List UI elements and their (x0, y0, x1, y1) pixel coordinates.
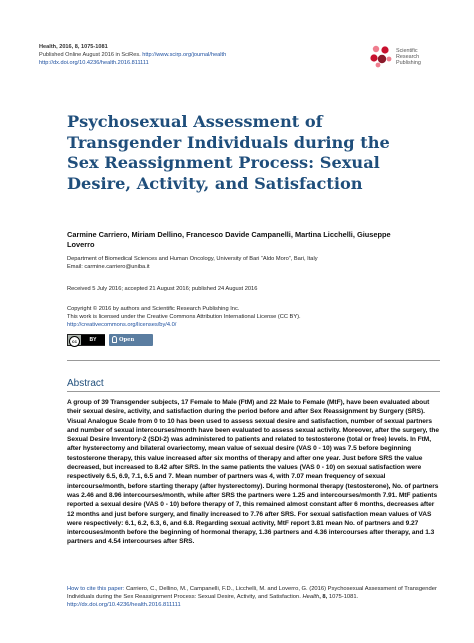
cc-by-badge[interactable] (67, 334, 105, 346)
affiliation-block (67, 255, 427, 271)
journal-header (39, 43, 369, 67)
creative-commons-icon: cc (69, 336, 80, 347)
abstract-heading: Abstract (67, 378, 104, 389)
abstract-text: A group of 39 Transgender subjects, 17 Female to Male (FtM) and 22 Male to Female (MtF), have been evaluated about their sexual desire, activity, and satisfaction during the period before and after Sex Reassignment by Surgery (SRS). Visual Analogue Scale from 0 to 10 has been used to assess sexual desire and satisfaction, number of sexual partners and number of sexual intercourses/month have been evaluated to assess sexual activity. Moreover, after the surgery, the Sexual Desire Inventory-2 (SDI-2) was administered to patients and related to testosterone (total or free) levels. In FtM, after hysterectomy and bilateral ovariectomy, mean value of sexual desire (VAS 0 - 10) was 7.5 before beginning testosterone therapy, this value increased after six months of therapy and after one year. Just before SRS the value decreased, but increased to 8.42 after SRS. In the same patients the values (VAS 0 - 10) on sexual satisfaction were respectively 6.5, 6.9, 7.1, 6.5 and 7. Mean number of partners was 4, with 7.07 mean frequency of sexual intercourse/month, before starting therapy (after hysterectomy). During hormonal therapy (testosterone), No. of partners was 2.46 and 8.96 intercourses/month, while after SRS the partners were 1.25 and intercourses/month 7.91. MtF patients reported a sexual desire (VAS 0 - 10) before therapy of 7, this remained almost constant after 6 months, decreases after 12 months and just before surgery, and finally increased to 7.76 after SRS. For sexual satisfaction mean values of VAS were respectively: 6.1, 6.2, 6.3, 6, and 6.8. Regarding sexual activity, MtF report 3.81 mean No. of partners and 9.27 intercouses/month before the beginning of hormonal therapy, 1.36 partners and 4.36 intercourses after therapy, and 1.3 partners and 4.54 intercourses after SRS. (67, 399, 439, 546)
cite-label: How to cite this paper: (67, 586, 125, 592)
divider-bottom (67, 391, 440, 392)
license-line: This work is licensed under the Creative Commons Attribution International License (CC BY). (67, 314, 301, 320)
cite-pages: 1075-1081. (327, 594, 359, 601)
cite-journal: Health (302, 594, 320, 601)
paper-title: Psychosexual Assessment of Transgender Individuals during the Sex Reassignment Process: Sexual Desire, Activity, and Satisfaction (67, 112, 390, 193)
cite-volume: , 8, (319, 594, 328, 601)
license-link[interactable]: http://creativecommons.org/licenses/by/4.0/ (67, 322, 177, 328)
divider-top (67, 360, 440, 361)
email[interactable]: Email: carmine.carriero@uniba.it (67, 264, 150, 270)
journal-volume-line: Health, 2016, 8, 1075-1081 (39, 44, 108, 50)
copyright-line: Copyright © 2016 by authors and Scientific Research Publishing Inc. (67, 306, 240, 312)
affiliation: Department of Biomedical Sciences and Human Oncology, University of Bari “Aldo Moro”, Bari, Italy (67, 256, 318, 262)
doi-link[interactable]: http://dx.doi.org/10.4236/health.2016.811111 (39, 60, 149, 66)
journal-url-link[interactable]: http://www.scirp.org/journal/health (142, 52, 227, 58)
open-access-badge[interactable] (109, 334, 153, 355)
scirp-logo-icon (369, 44, 393, 68)
published-online-text: Published Online August 2016 in SciRes. (39, 52, 143, 58)
publisher-name: Scientific Research Publishing (396, 48, 421, 67)
how-to-cite (67, 585, 441, 610)
author-list: Carmine Carriero, Miriam Dellino, Francesco Davide Campanelli, Martina Licchelli, Giuseppe Loverro (67, 230, 391, 249)
open-access-lock-icon (112, 336, 117, 343)
license-block (67, 305, 427, 329)
by-label: BY (81, 335, 105, 345)
publication-dates: Received 5 July 2016; accepted 21 August 2016; published 24 August 2016 (67, 286, 258, 292)
publisher-logo[interactable] (369, 44, 449, 72)
open-access-label: Open Access (119, 337, 139, 355)
cite-doi-link[interactable]: http://dx.doi.org/10.4236/health.2016.811111 (67, 602, 181, 609)
cite-text: Carriero, C., Dellino, M., Campanelli, F.D., Licchelli, M. and Loverro, G. (2016) Psychosexual Assessment of Transgender Individuals during the Sex Reassignment Process: Sexual Desire, Activity, and Satisfaction. (67, 586, 437, 601)
